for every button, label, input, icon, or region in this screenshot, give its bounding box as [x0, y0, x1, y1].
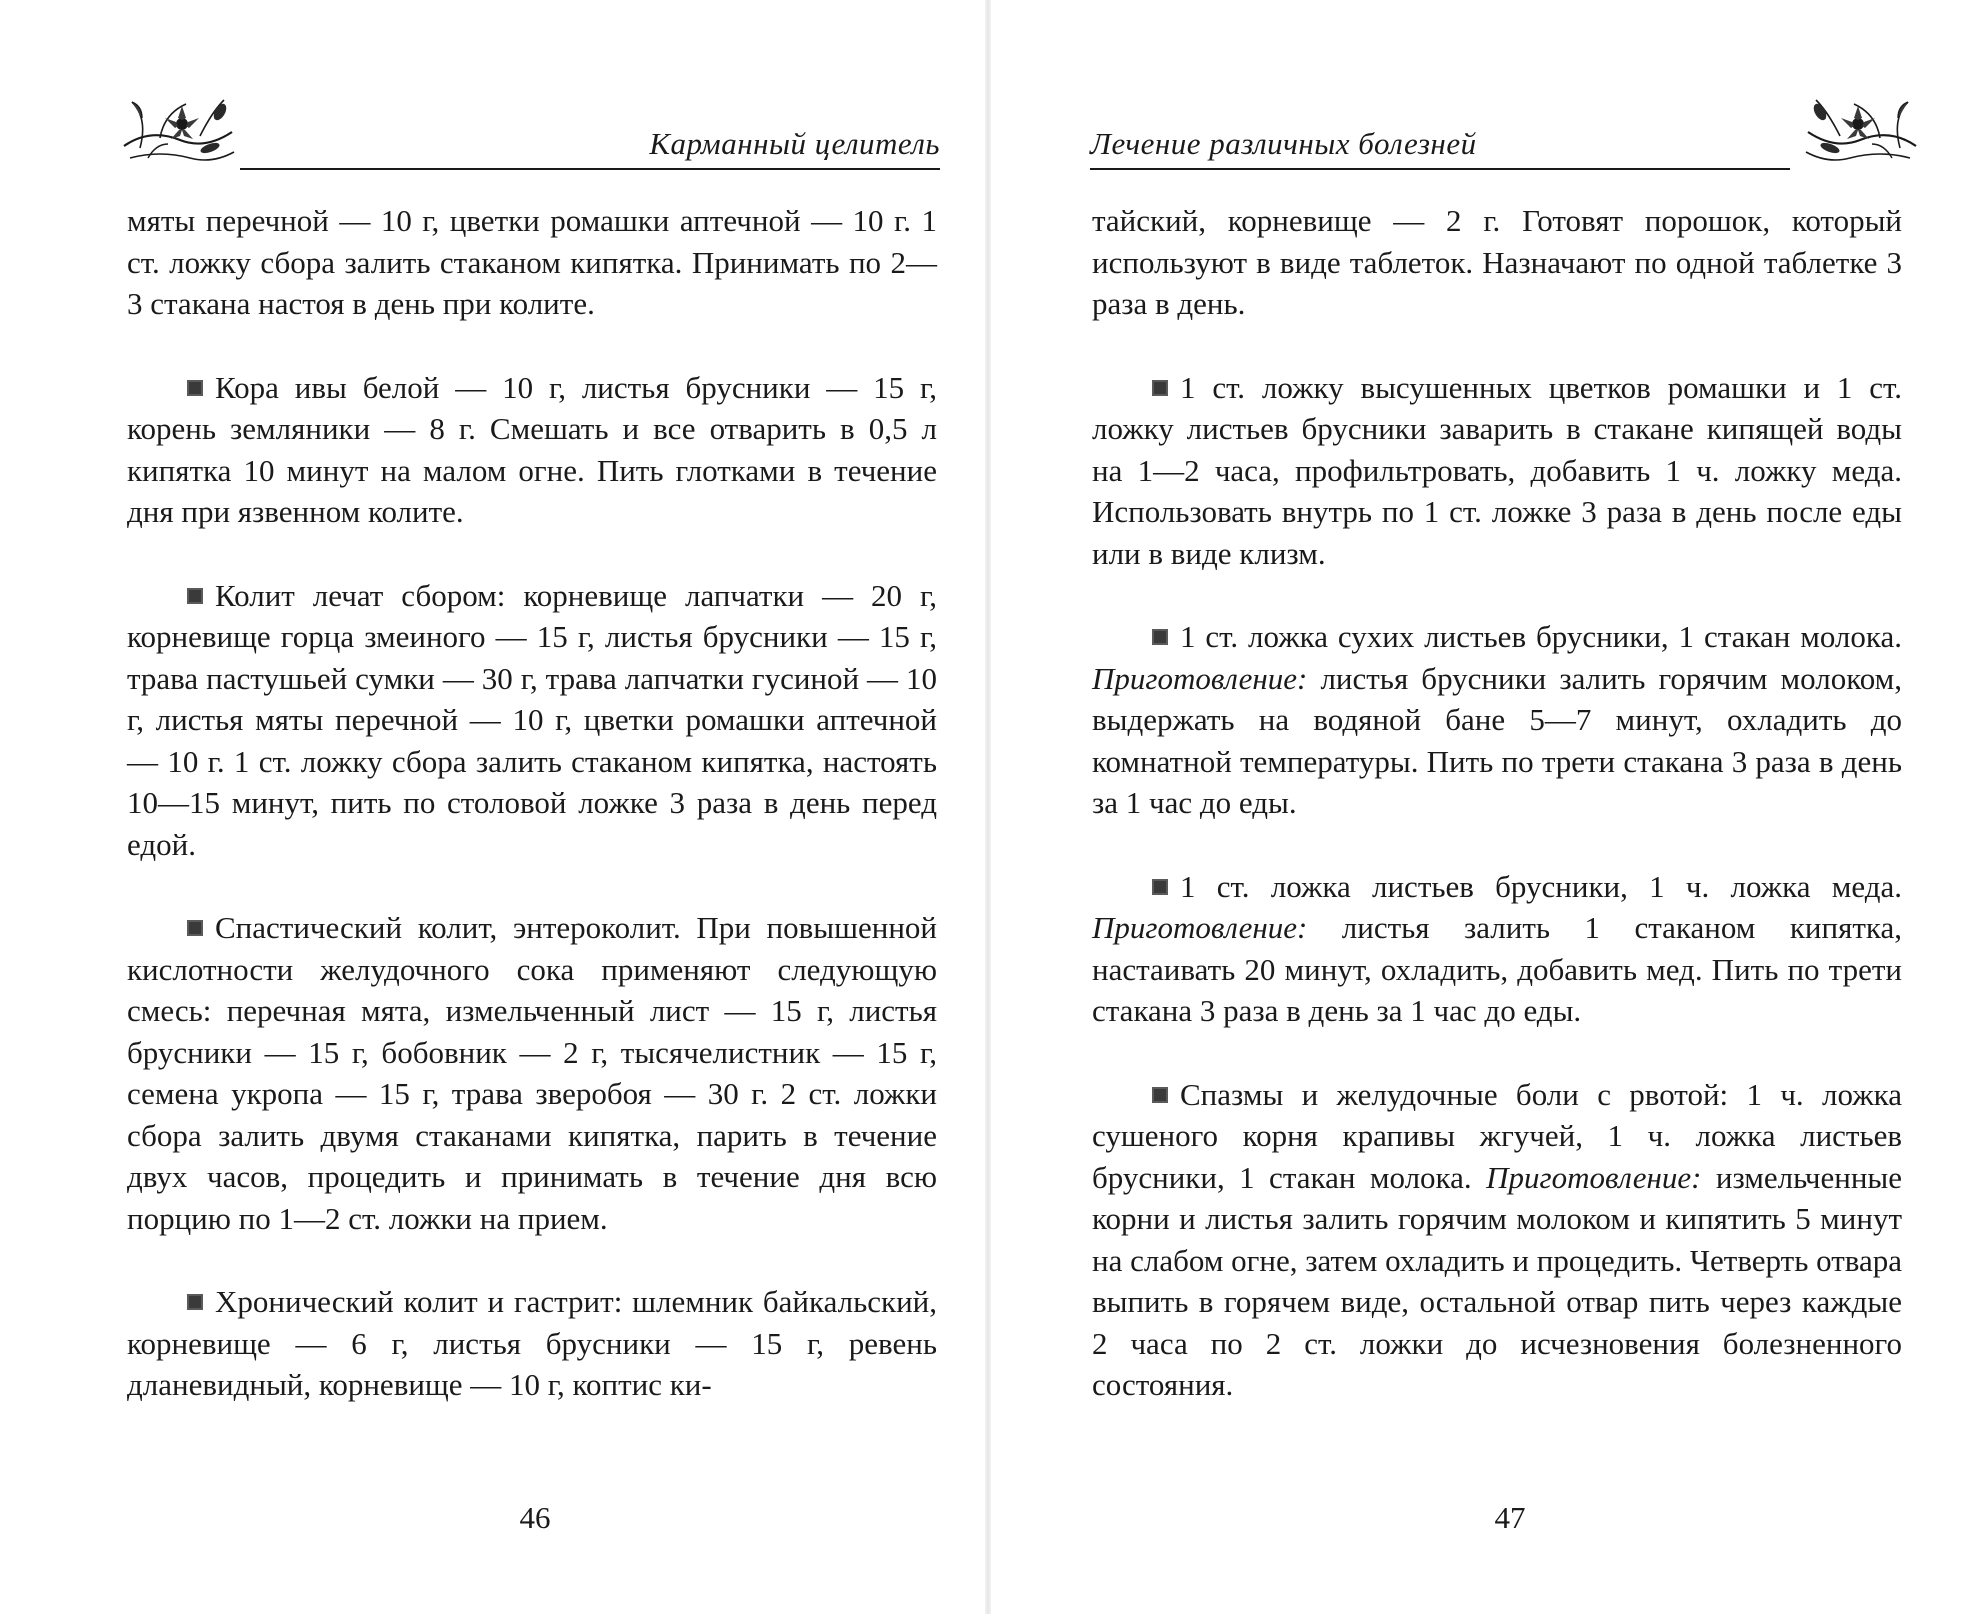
paragraph-text: Колит лечат сбором: корневище лапчатки — 20 г, корневище горца змеиного — 15 г, листья брусники — 15 г, трава пастушьей сумки — 30 г, трава лапчатки гусиной — 10 г, листья мяты перечной — 10 г, цветки ромашки аптечной — 10 г. 1 ст. ложку сбора залить стаканом кипятка, настоять 10—15 минут, пить по столовой ложке 3 раза в день перед едой. — [127, 577, 937, 862]
paragraph-text: Спазмы и желудочные боли с рвотой: 1 ч. ложка сушеного корня крапивы жгучей, 1 ч. ложка листьев брусники, 1 стакан молока. — [1092, 1076, 1902, 1195]
paragraph-text: 1 ст. ложка листьев брусники, 1 ч. ложка меда. — [1180, 868, 1902, 904]
paragraph — [127, 200, 937, 325]
paragraph-text: Кора ивы белой — 10 г, листья брусники — 15 г, корень земляники — 8 г. Смешать и все отварить в 0,5 л кипятка 10 минут на малом огне. Пить глотками в течение дня при язвенном колите. — [127, 369, 937, 529]
paragraph-text: 1 ст. ложка сухих листьев брусники, 1 стакан молока. — [1180, 619, 1902, 654]
italic-label: Приготовление: — [1486, 1159, 1702, 1195]
header-rule — [240, 168, 940, 170]
square-bullet-icon — [1152, 380, 1168, 396]
paragraph-text: мяты перечной — 10 г, цветки ромашки аптечной — 10 г. 1 ст. ложку сбора залить стаканом кипятка. Принимать по 2—3 стакана настоя в день при колите. — [127, 203, 937, 321]
right-page-header — [1090, 88, 1910, 178]
square-bullet-icon — [1152, 1087, 1168, 1103]
paragraph-text: измельченные корни и листья залить горячим молоком и кипятить 5 минут на слабом огне, затем охладить и процедить. Четверть отвара выпить в горячем виде, остальной отвар пить через каждые 2 часа по 2 ст. ложки до исчезновения болезненного состояния. — [1092, 1159, 1903, 1402]
paragraph — [127, 1281, 937, 1406]
square-bullet-icon — [187, 920, 203, 936]
italic-label: Приготовление: — [1092, 910, 1308, 945]
paragraph-text: Спастический колит, энтероколит. При повышенной кислотности желудочного сока применяют следующую смесь: перечная мята, измельченный лист — 15 г, листья брусники — 15 г, бобовник — 2 г, тысячелистник — 15 г, семена укропа — 15 г, трава зверобоя — 30 г. 2 ст. ложки сбора залить двумя стаканами кипятка, парить в течение двух часов, процедить и принимать в течение дня всю порцию по 1—2 ст. ложки на прием. — [127, 910, 937, 1236]
paragraph — [127, 907, 937, 1239]
running-title: Карманный целитель — [649, 126, 940, 161]
left-page — [0, 0, 980, 1614]
square-bullet-icon — [1152, 629, 1168, 645]
paragraph — [1092, 1074, 1902, 1406]
page-number: 46 — [519, 1500, 551, 1535]
flower-ornament-icon — [120, 88, 240, 178]
header-rule — [1090, 168, 1790, 170]
running-title: Лечение различных болезней — [1090, 126, 1477, 161]
square-bullet-icon — [1152, 879, 1168, 895]
flower-ornament-icon — [1800, 88, 1920, 178]
paragraph — [127, 575, 937, 866]
paragraph — [1092, 200, 1902, 325]
right-page — [1000, 0, 1986, 1614]
paragraph-text: 1 ст. ложку высушенных цветков ромашки и 1 ст. ложку листьев брусники заварить в стакане кипящей воды на 1—2 часа, профильтровать, добавить 1 ч. ложку меда. Использовать внутрь по 1 ст. ложке 3 раза в день после еды или в виде клизм. — [1092, 369, 1902, 571]
italic-label: Приготовление: — [1092, 660, 1308, 696]
page-number: 47 — [1494, 1500, 1526, 1535]
paragraph-text: Хронический колит и гастрит: шлемник байкальский, корневище — 6 г, листья брусники — 15 г, ревень дланевидный, корневище — 10 г, коптис ки- — [127, 1284, 937, 1402]
paragraph — [1092, 367, 1902, 575]
paragraph — [1092, 616, 1902, 824]
paragraph-text: тайский, корневище — 2 г. Готовят порошок, который используют в виде таблеток. Назначают по одной таблетке 3 раза в день. — [1092, 203, 1902, 321]
left-page-header — [120, 88, 940, 178]
paragraph — [127, 367, 937, 533]
paragraph-text: листья брусники залить горячим молоком, выдержать на водяной бане 5—7 минут, охладить до комнатной температуры. Пить по трети стакана 3 раза в день за 1 час до еды. — [1092, 660, 1902, 820]
paragraph — [1092, 866, 1902, 1032]
right-page-body — [1092, 200, 1902, 1448]
square-bullet-icon — [187, 1294, 203, 1310]
book-gutter — [985, 0, 991, 1614]
left-page-body — [127, 200, 937, 1448]
square-bullet-icon — [187, 588, 203, 604]
paragraph-text: листья залить 1 стаканом кипятка, настаивать 20 минут, охладить, добавить мед. Пить по трети стакана 3 раза в день за 1 час до еды. — [1092, 910, 1902, 1028]
square-bullet-icon — [187, 380, 203, 396]
